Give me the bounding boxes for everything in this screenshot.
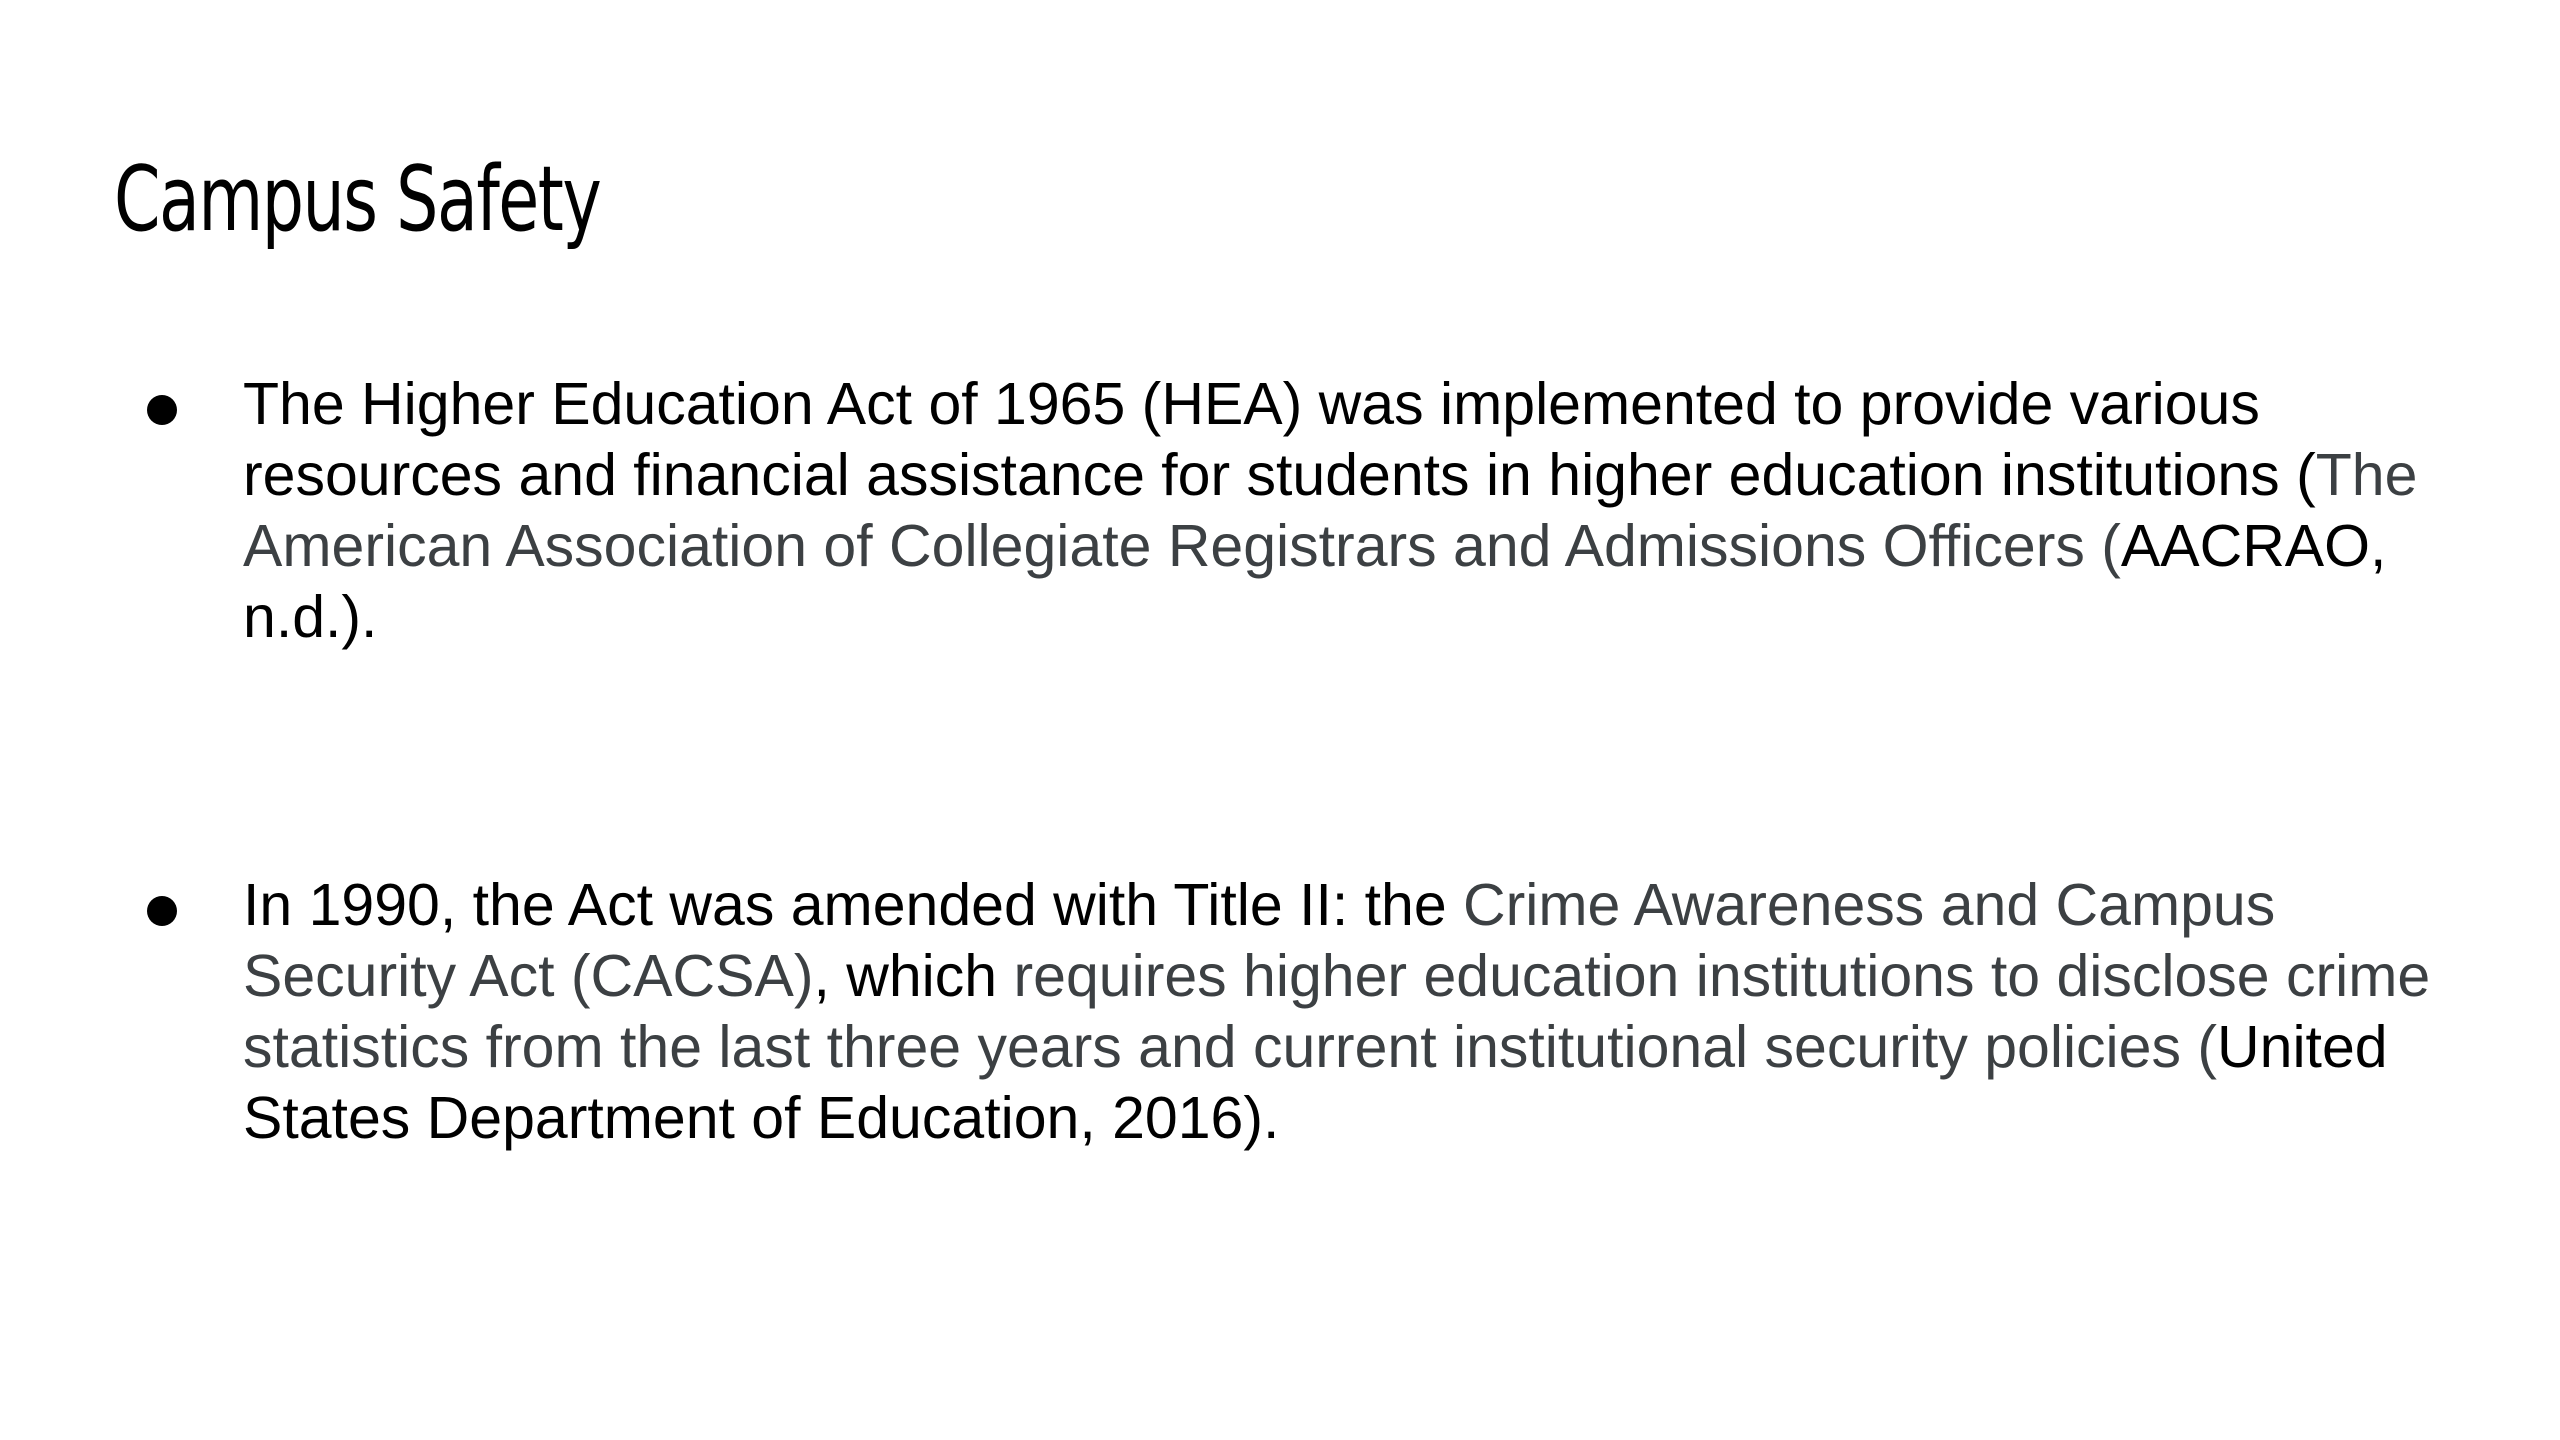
bullet-text-part: The Higher Education Act of 1965 (HEA) was implemented to provide various resources and financial assistance for students in higher education institutions ( — [243, 371, 2316, 508]
bullet-citation-org: The American Association of Collegiate Registrars and Admissions Officers ( — [243, 442, 2418, 579]
bullet-dot-icon — [147, 395, 177, 425]
bullet-text-requirement: requires higher education institutions to disclose crime statistics from the last three years and current institutional security policies ( — [243, 943, 2431, 1080]
bullet-citation-short: AACRAO, n.d.). — [243, 513, 2387, 650]
bullet-text-part: , which — [813, 943, 1014, 1009]
bullet-dot-icon — [147, 896, 177, 926]
bullet-item-cacsa — [243, 870, 2473, 1154]
bullet-item-hea — [243, 369, 2473, 653]
bullet-act-name: Crime Awareness and Campus Security Act (CACSA) — [243, 872, 2276, 1009]
bullet-citation: United States Department of Education, 2016). — [243, 1014, 2388, 1151]
slide-title: Campus Safety — [114, 147, 601, 252]
bullet-text-part: In 1990, the Act was amended with Title II: the — [243, 872, 1464, 938]
